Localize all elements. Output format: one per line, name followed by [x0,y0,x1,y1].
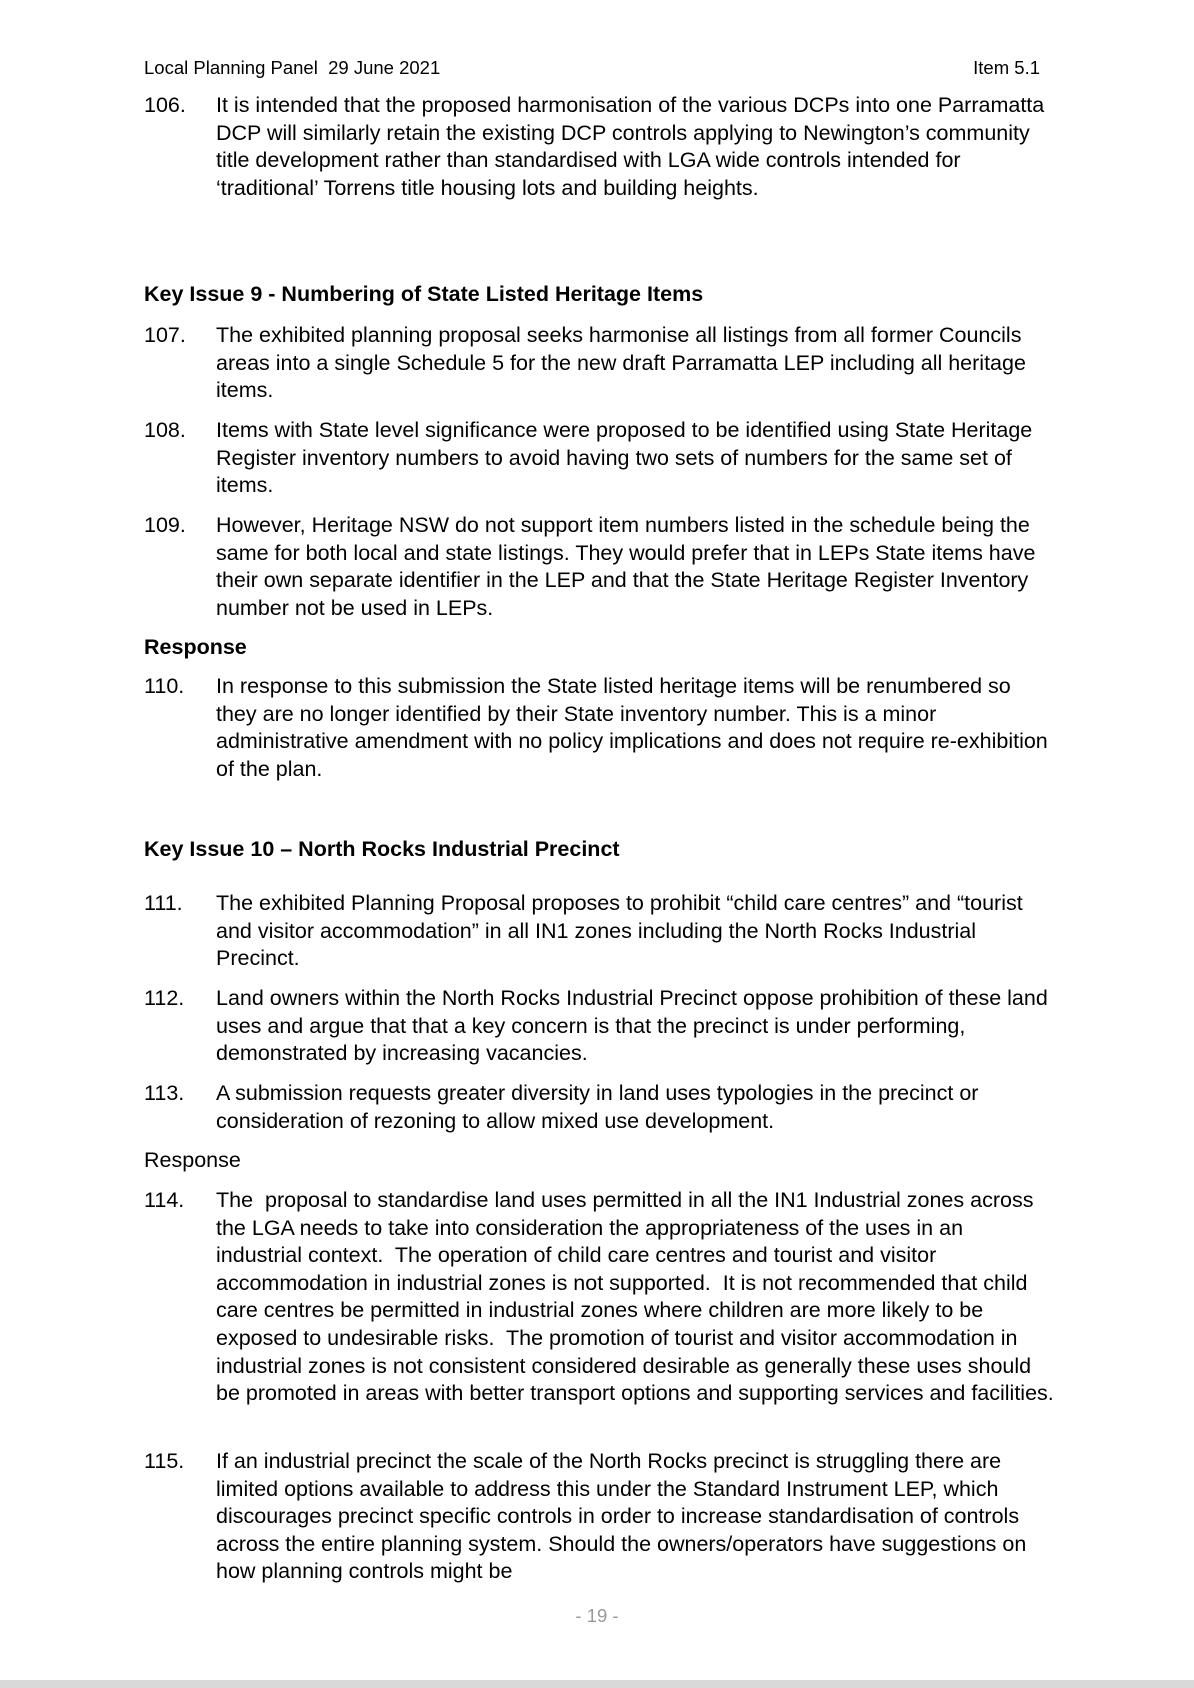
paragraph-text: The exhibited planning proposal seeks harmonise all listings from all former Councils areas into a single Schedule 5 for the new draft Parramatta LEP including all heritage items. [216,323,1026,403]
paragraph-112 [144,985,1054,1068]
paragraph-number: 115. [144,1449,185,1473]
paragraph-text: If an industrial precinct the scale of the North Rocks precinct is struggling there are limited options available to address this under the Standard Instrument LEP, which discourages precinct specific controls in order to increase standardisation of controls across the entire planning system. Should the owners/operators have suggestions on how planning controls might be [216,1449,1027,1584]
paragraph-text: It is intended that the proposed harmonisation of the various DCPs into one Parramatta DCP will similarly retain the existing DCP controls applying to Newington’s community title development rather than standardised with LGA wide controls intended for ‘traditional’ Torrens title housing lots and building heights. [216,93,1045,200]
paragraph-115 [144,1448,1054,1586]
paragraph-114 [144,1187,1054,1408]
header-meeting-date: Local Planning Panel 29 June 2021 [144,57,441,78]
paragraph-number: 111. [144,891,183,915]
page-number: - 19 - [575,1605,619,1626]
paragraph-107 [144,322,1054,405]
paragraph-number: 112. [144,986,185,1010]
paragraph-number: 114. [144,1188,185,1212]
paragraph-number: 109. [144,513,186,537]
paragraph-106 [144,92,1054,202]
header-item-number: Item 5.1 [973,57,1040,78]
page-header [144,56,1040,80]
paragraph-text: Land owners within the North Rocks Industrial Precinct oppose prohibition of these land uses and argue that that a key concern is that the precinct is under performing, demonstrated by increasing vacancies. [216,986,1048,1066]
paragraph-text: Items with State level significance were proposed to be identified using State Heritage Register inventory numbers to avoid having two sets of numbers for the same set of items. [216,418,1033,498]
paragraph-text: In response to this submission the State listed heritage items will be renumbered so they are no longer identified by their State inventory number. This is a minor administrative amendment with no policy implications and does not require re-exhibition of the plan. [216,674,1048,781]
section-heading-key-issue-10: Key Issue 10 – North Rocks Industrial Precinct [144,837,620,861]
response-heading: Response [144,635,247,659]
response-heading-plain: Response [144,1148,241,1172]
paragraph-109 [144,512,1054,622]
paragraph-number: 107. [144,323,186,347]
paragraph-110 [144,673,1054,783]
section-heading-key-issue-9: Key Issue 9 - Numbering of State Listed Heritage Items [144,282,704,306]
paragraph-text: A submission requests greater diversity in land uses typologies in the precinct or consideration of rezoning to allow mixed use development. [216,1081,979,1133]
page-bottom-edge [0,1680,1194,1688]
paragraph-number: 106. [144,93,186,117]
paragraph-text: However, Heritage NSW do not support item numbers listed in the schedule being the same for both local and state listings. They would prefer that in LEPs State items have their own separate identifier in the LEP and that the State Heritage Register Inventory number not be used in LEPs. [216,513,1036,620]
paragraph-113 [144,1080,1054,1135]
paragraph-111 [144,890,1054,973]
paragraph-text: The proposal to standardise land uses permitted in all the IN1 Industrial zones across the LGA needs to take into consideration the appropriateness of the uses in an industrial context. The operation of child care centres and tourist and visitor accommodation in industrial zones is not supported. It is not recommended that child care centres be permitted in industrial zones where children are more likely to be exposed to undesirable risks. The promotion of tourist and visitor accommodation in industrial zones is not consistent considered desirable as generally these uses should be promoted in areas with better transport options and supporting services and facilities. [216,1188,1054,1406]
paragraph-number: 113. [144,1081,185,1105]
paragraph-text: The exhibited Planning Proposal proposes to prohibit “child care centres” and “tourist and visitor accommodation” in all IN1 zones including the North Rocks Industrial Precinct. [216,891,1023,971]
paragraph-number: 110. [144,674,185,698]
paragraph-108 [144,417,1054,500]
paragraph-number: 108. [144,418,186,442]
